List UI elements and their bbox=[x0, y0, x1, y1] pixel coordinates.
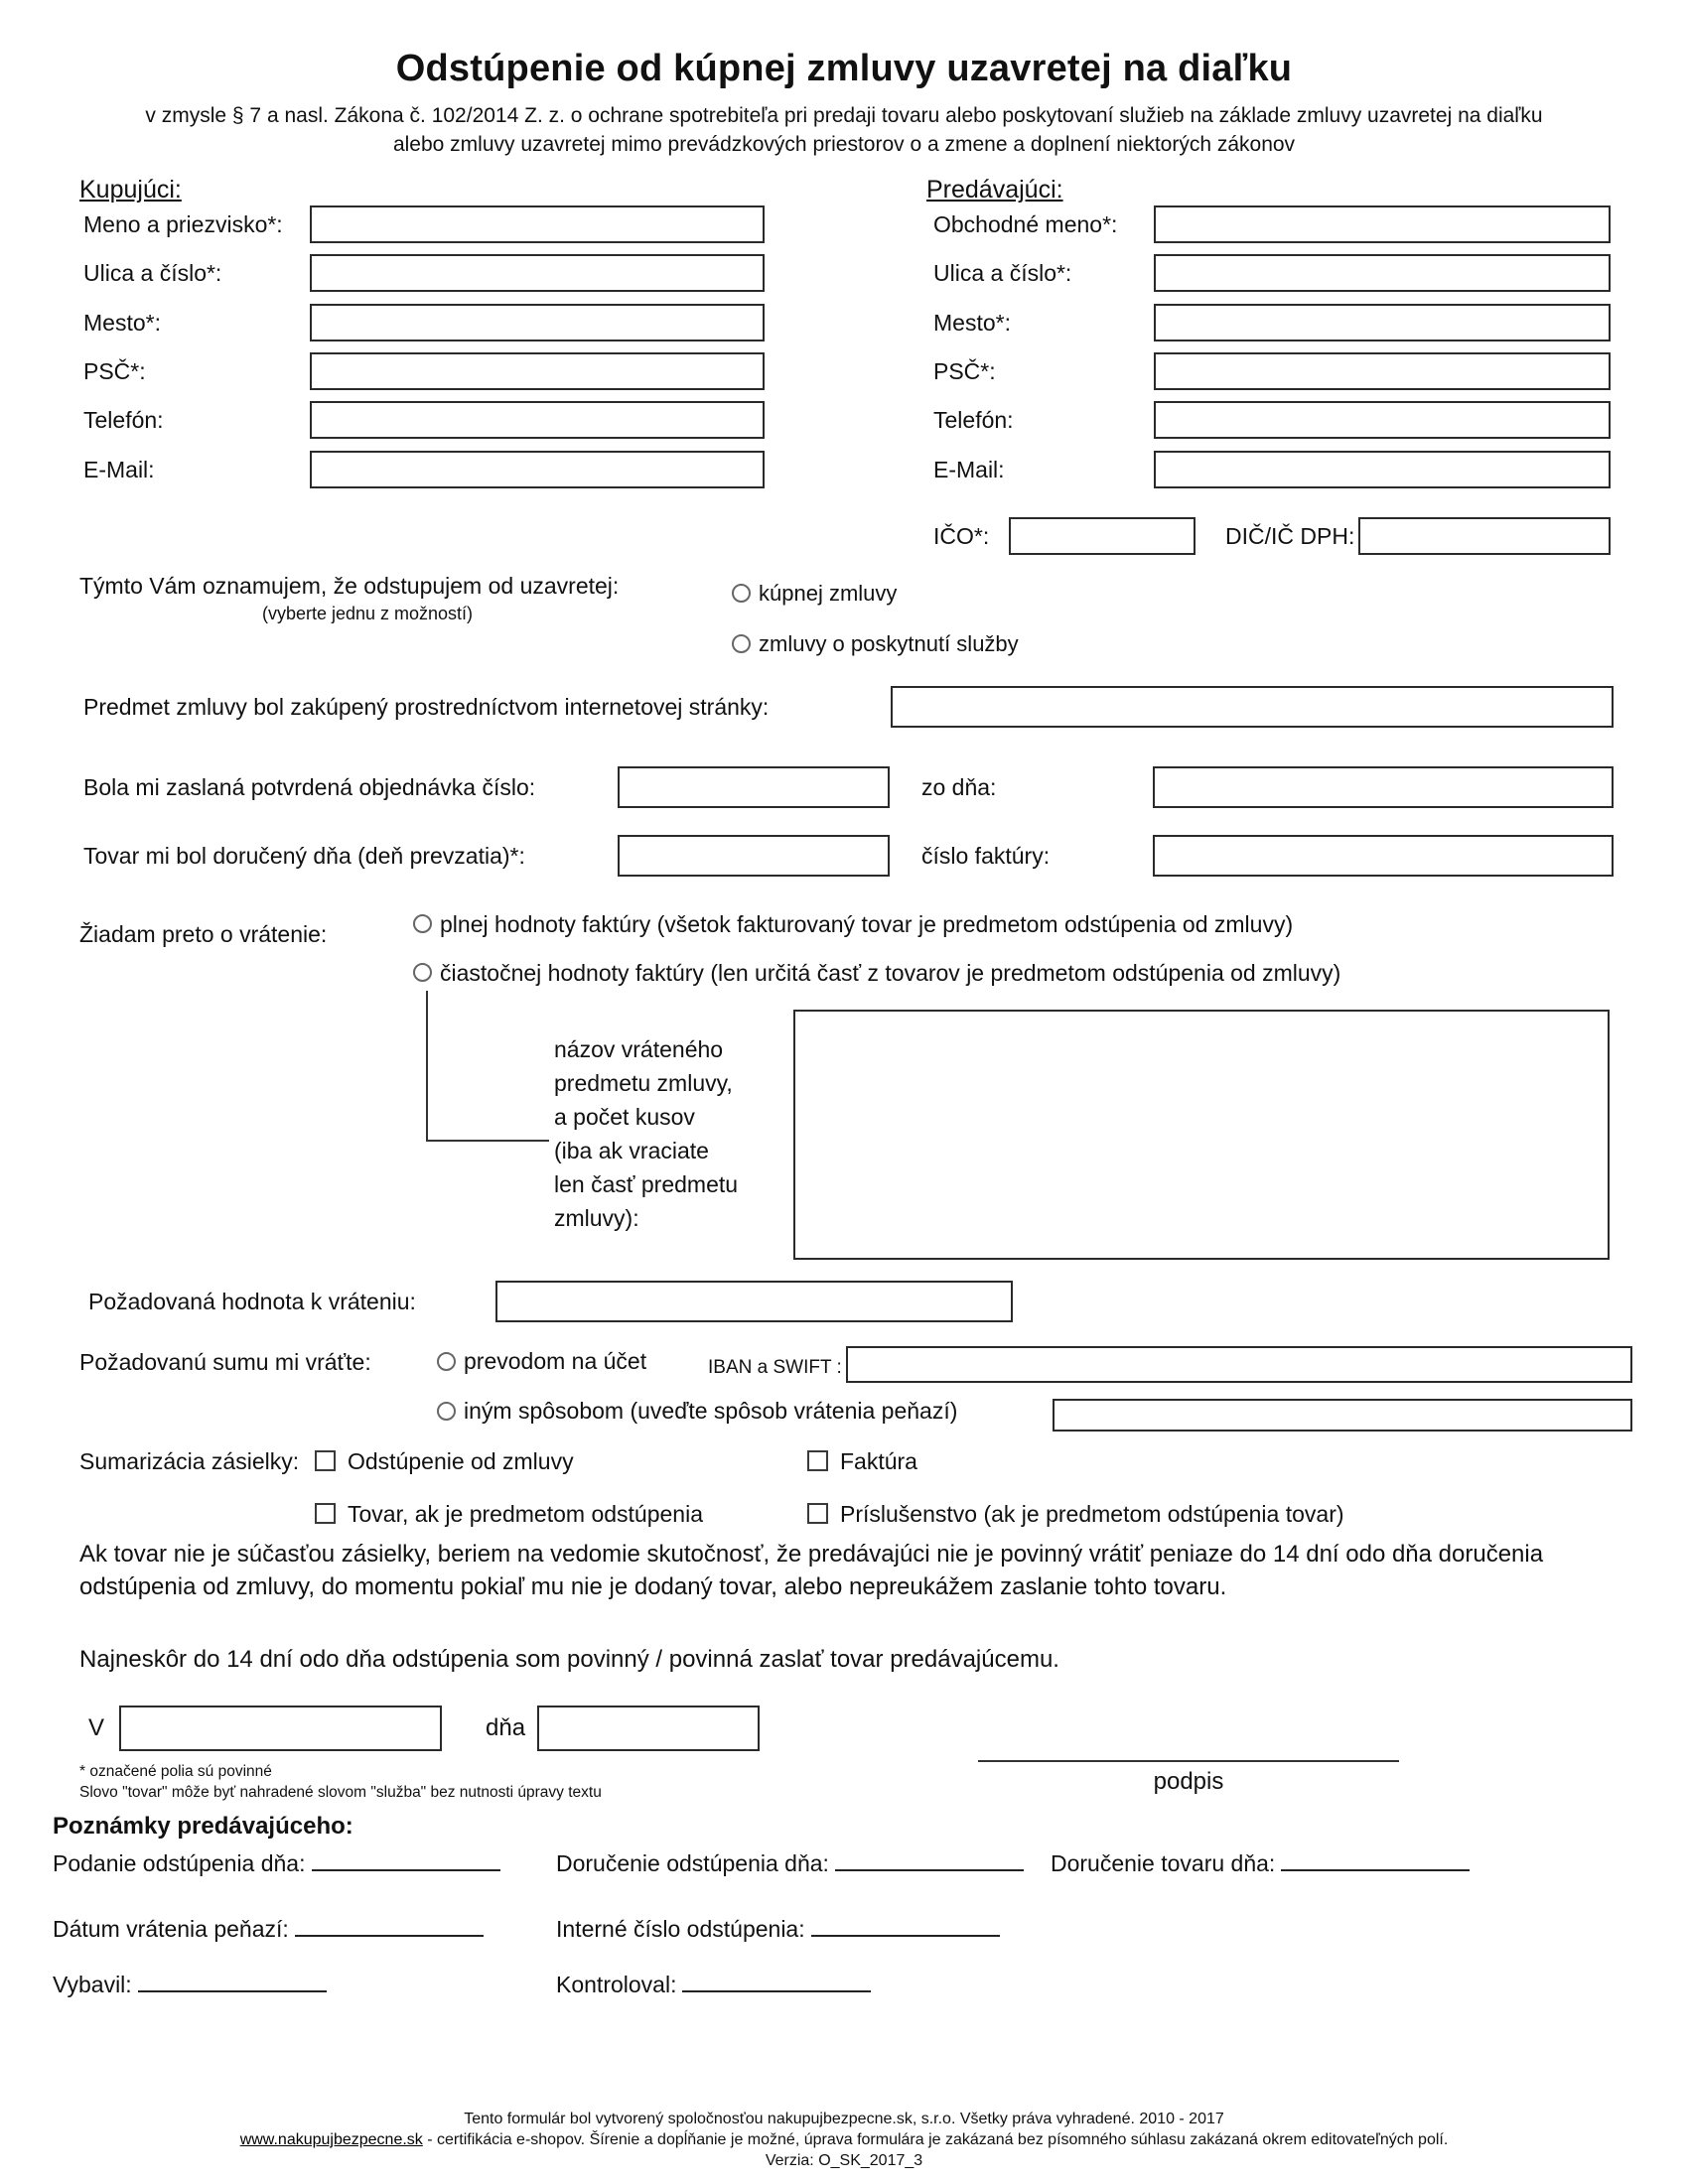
checkbox-goods-label: Tovar, ak je predmetom odstúpenia bbox=[348, 1501, 703, 1527]
checkbox-withdrawal-doc[interactable] bbox=[315, 1450, 336, 1471]
radio-full-refund-label: plnej hodnoty faktúry (všetok fakturovaný tovar je predmetom odstúpenia od zmluvy) bbox=[440, 911, 1294, 937]
notice-paragraph-1: Ak tovar nie je súčasťou zásielky, beriem na vedomie skutočnosť, že predávajúci nie je povinný vrátiť peniaze do 14 dní odo dňa doručenia odstúpenia od zmluvy, do momentu pokiaľ mu nie je dodaný tovar, alebo nepreukážem zaslanie tohto tovaru. bbox=[79, 1541, 1544, 1600]
buyer-zip-input[interactable] bbox=[310, 352, 765, 390]
footnote-substitution: Slovo "tovar" môže byť nahradené slovom "služba" bez nutnosti úpravy textu bbox=[79, 1784, 602, 1801]
seller-city-label: Mesto*: bbox=[933, 310, 1011, 336]
page-subtitle bbox=[0, 101, 1688, 159]
buyer-street-input[interactable] bbox=[310, 254, 765, 292]
buyer-name-label: Meno a priezvisko*: bbox=[83, 211, 283, 237]
signature-line bbox=[978, 1760, 1399, 1762]
invoice-number-input[interactable] bbox=[1153, 835, 1614, 877]
order-number-label: Bola mi zaslaná potvrdená objednávka číslo: bbox=[83, 774, 536, 800]
website-input[interactable] bbox=[891, 686, 1614, 728]
refund-value-label: Požadovaná hodnota k vráteniu: bbox=[88, 1289, 416, 1314]
blank-line bbox=[1281, 1850, 1470, 1871]
note-received-date: Doručenie odstúpenia dňa: bbox=[556, 1848, 1024, 1878]
radio-partial-refund[interactable] bbox=[413, 963, 432, 982]
seller-city-input[interactable] bbox=[1154, 304, 1611, 341]
radio-service-contract-label: zmluvy o poskytnutí služby bbox=[759, 631, 1019, 656]
date-label: dňa bbox=[486, 1714, 526, 1741]
footer-link[interactable]: www.nakupujbezpecne.sk bbox=[239, 2131, 423, 2148]
buyer-city-label: Mesto*: bbox=[83, 310, 161, 336]
radio-partial-refund-label: čiastočnej hodnoty faktúry (len určitá časť z tovarov je predmetom odstúpenia od zmluvy) bbox=[440, 960, 1341, 986]
footer-line-2 bbox=[0, 2129, 1688, 2150]
refund-value-input[interactable] bbox=[495, 1281, 1013, 1322]
buyer-phone-input[interactable] bbox=[310, 401, 765, 439]
radio-other-method[interactable] bbox=[437, 1402, 456, 1421]
buyer-street-label: Ulica a číslo*: bbox=[83, 260, 222, 286]
website-label: Predmet zmluvy bol zakúpený prostredníctvom internetovej stránky: bbox=[83, 694, 770, 720]
seller-street-input[interactable] bbox=[1154, 254, 1611, 292]
note-checked-by: Kontroloval: bbox=[556, 1970, 871, 1999]
checkbox-goods[interactable] bbox=[315, 1503, 336, 1524]
seller-dic-label: DIČ/IČ DPH: bbox=[1225, 523, 1355, 549]
checkbox-withdrawal-doc-label: Odstúpenie od zmluvy bbox=[348, 1448, 574, 1474]
note-refund-date: Dátum vrátenia peňazí: bbox=[53, 1914, 484, 1944]
refund-method-label: Požadovanú sumu mi vráťte: bbox=[79, 1349, 371, 1375]
date-input[interactable] bbox=[537, 1706, 760, 1751]
note-internal-number: Interné číslo odstúpenia: bbox=[556, 1914, 1000, 1944]
seller-phone-input[interactable] bbox=[1154, 401, 1611, 439]
buyer-email-label: E-Mail: bbox=[83, 457, 155, 482]
seller-ico-input[interactable] bbox=[1009, 517, 1196, 555]
checkbox-accessories[interactable] bbox=[807, 1503, 828, 1524]
seller-notes-heading: Poznámky predávajúceho: bbox=[53, 1813, 353, 1840]
checkbox-accessories-label: Príslušenstvo (ak je predmetom odstúpenia tovar) bbox=[840, 1501, 1344, 1527]
order-date-label: zo dňa: bbox=[921, 774, 997, 800]
place-input[interactable] bbox=[119, 1706, 442, 1751]
blank-line bbox=[835, 1850, 1024, 1871]
buyer-email-input[interactable] bbox=[310, 451, 765, 488]
returned-items-note: názov vráteného predmetu zmluvy, a počet kusov (iba ak vraciate len časť predmetu zmluvy): bbox=[554, 1036, 739, 1231]
radio-bank-transfer-label: prevodom na účet bbox=[464, 1348, 647, 1374]
iban-swift-input[interactable] bbox=[846, 1346, 1632, 1383]
footer-line-2-rest: - certifikácia e-shopov. Šírenie a dopĺňanie je možné, úprava formulára je zakázaná bez písomného súhlasu zakázaná okrem editovateľných polí. bbox=[422, 2131, 1449, 2148]
withdrawal-statement: Týmto Vám oznamujem, že odstupujem od uzavretej: bbox=[79, 573, 620, 599]
blank-line bbox=[682, 1972, 871, 1992]
radio-bank-transfer[interactable] bbox=[437, 1352, 456, 1371]
subtitle-line2: alebo zmluvy uzavretej mimo prevádzkových priestorov o a zmene a doplnení niektorých zákonov bbox=[392, 133, 1296, 156]
buyer-name-input[interactable] bbox=[310, 205, 765, 243]
shipment-summary-label: Sumarizácia zásielky: bbox=[79, 1448, 300, 1474]
footer-version: Verzia: O_SK_2017_3 bbox=[765, 2152, 923, 2169]
refund-request-label: Žiadam preto o vrátenie: bbox=[79, 921, 328, 947]
radio-purchase-contract[interactable] bbox=[732, 584, 751, 603]
order-date-input[interactable] bbox=[1153, 766, 1614, 808]
note-goods-received-date: Doručenie tovaru dňa: bbox=[1051, 1848, 1470, 1878]
seller-zip-label: PSČ*: bbox=[933, 358, 996, 384]
radio-service-contract[interactable] bbox=[732, 634, 751, 653]
footnote-required: * označené polia sú povinné bbox=[79, 1763, 272, 1780]
seller-dic-input[interactable] bbox=[1358, 517, 1611, 555]
buyer-heading: Kupujúci: bbox=[79, 176, 182, 204]
seller-email-input[interactable] bbox=[1154, 451, 1611, 488]
radio-full-refund[interactable] bbox=[413, 914, 432, 933]
delivery-date-label: Tovar mi bol doručený dňa (deň prevzatia)*: bbox=[83, 843, 525, 869]
seller-street-label: Ulica a číslo*: bbox=[933, 260, 1072, 286]
blank-line bbox=[295, 1916, 484, 1937]
note-filed-date: Podanie odstúpenia dňa: bbox=[53, 1848, 500, 1878]
connector-line-vertical bbox=[426, 991, 428, 1142]
checkbox-invoice-label: Faktúra bbox=[840, 1448, 917, 1474]
seller-heading: Predávajúci: bbox=[926, 176, 1063, 204]
seller-company-label: Obchodné meno*: bbox=[933, 211, 1118, 237]
place-label: V bbox=[88, 1714, 105, 1741]
seller-ico-label: IČO*: bbox=[933, 523, 990, 549]
seller-zip-input[interactable] bbox=[1154, 352, 1611, 390]
other-method-input[interactable] bbox=[1053, 1399, 1632, 1432]
blank-line bbox=[811, 1916, 1000, 1937]
buyer-phone-label: Telefón: bbox=[83, 407, 164, 433]
withdrawal-hint: (vyberte jednu z možností) bbox=[261, 604, 474, 623]
iban-swift-label: IBAN a SWIFT : bbox=[708, 1357, 842, 1378]
notice-paragraph-2: Najneskôr do 14 dní odo dňa odstúpenia som povinný / povinná zaslať tovar predávajúcemu. bbox=[79, 1646, 1059, 1673]
page-title: Odstúpenie od kúpnej zmluvy uzavretej na diaľku bbox=[395, 48, 1293, 89]
subtitle-line1: v zmysle § 7 a nasl. Zákona č. 102/2014 Z. z. o ochrane spotrebiteľa pri predaji tovaru alebo poskytovaní služieb na základe zmluvy uzavretej na diaľku bbox=[145, 104, 1543, 127]
order-number-input[interactable] bbox=[618, 766, 890, 808]
blank-line bbox=[312, 1850, 500, 1871]
seller-company-input[interactable] bbox=[1154, 205, 1611, 243]
delivery-date-input[interactable] bbox=[618, 835, 890, 877]
buyer-zip-label: PSČ*: bbox=[83, 358, 146, 384]
seller-email-label: E-Mail: bbox=[933, 457, 1005, 482]
buyer-city-input[interactable] bbox=[310, 304, 765, 341]
footer-line-1: Tento formulár bol vytvorený spoločnosťou nakupujbezpecne.sk, s.r.o. Všetky práva vyhradené. 2010 - 2017 bbox=[464, 2111, 1224, 2127]
radio-other-method-label: iným spôsobom (uveďte spôsob vrátenia peňazí) bbox=[464, 1398, 958, 1424]
checkbox-invoice[interactable] bbox=[807, 1450, 828, 1471]
note-handled-by: Vybavil: bbox=[53, 1970, 327, 1999]
signature-label: podpis bbox=[1153, 1768, 1224, 1795]
radio-purchase-contract-label: kúpnej zmluvy bbox=[759, 581, 898, 606]
connector-line-horizontal bbox=[426, 1140, 549, 1142]
seller-phone-label: Telefón: bbox=[933, 407, 1014, 433]
returned-items-textarea[interactable] bbox=[793, 1010, 1610, 1260]
blank-line bbox=[138, 1972, 327, 1992]
invoice-number-label: číslo faktúry: bbox=[921, 843, 1051, 869]
